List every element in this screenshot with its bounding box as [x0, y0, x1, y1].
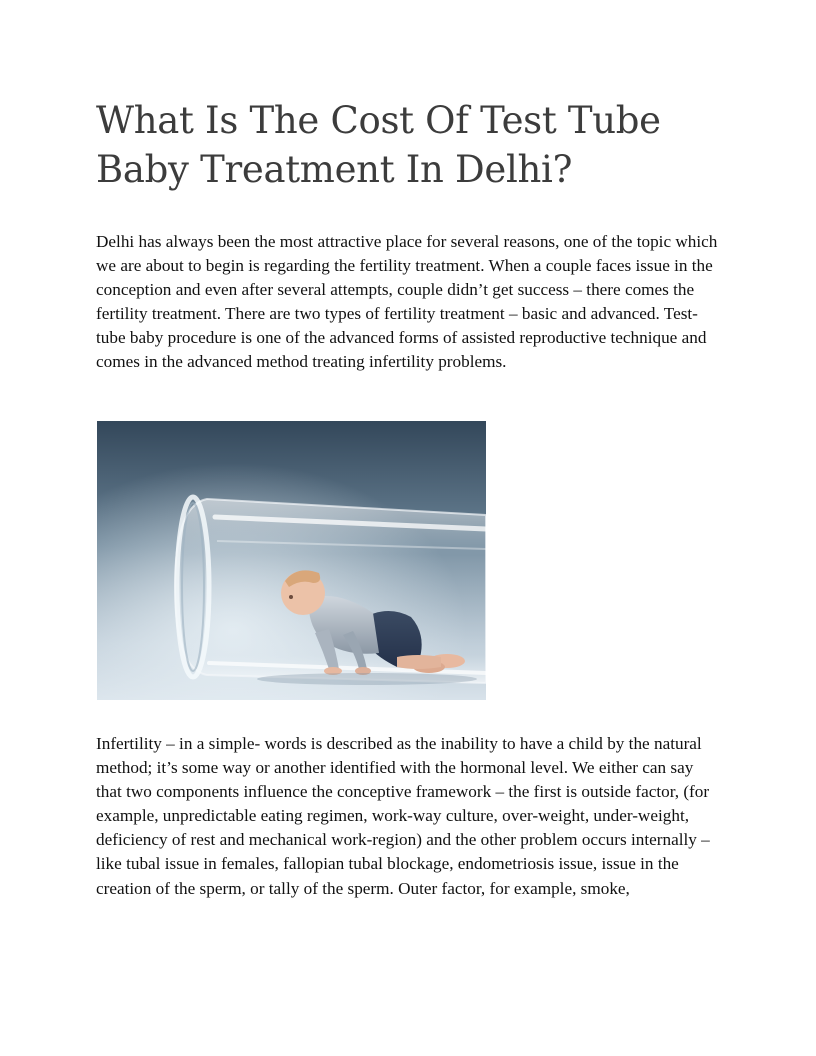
- article-title: What Is The Cost Of Test Tube Baby Treatment In Delhi?: [96, 99, 661, 191]
- test-tube-baby-image: [97, 421, 486, 700]
- intro-paragraph: Delhi has always been the most attractive place for several reasons, one of the topic which we are about to begin is regarding the fertility treatment. When a couple faces issue in the conception and even after several attempts, couple didn’t get success – there comes the fertility treatment. There are two types of fertility treatment – basic and advanced. Test-tube baby procedure is one of the advanced forms of assisted reproductive technique and comes in the advanced method treating infertility problems.: [96, 232, 718, 372]
- infertility-paragraph: Infertility – in a simple- words is described as the inability to have a child by the natural method; it’s some way or another identified with the hormonal level. We either can say that two components influence the conceptive framework – the first is outside factor, (for example, unpredictable eating regimen, work-way culture, over-weight, under-weight, deficiency of rest and mechanical work-region) and the other problem occurs internally – like tubal issue in females, fallopian tubal blockage, endometriosis issue, issue in the creation of the sperm, or tally of the sperm. Outer factor, for example, smoke,: [96, 734, 710, 898]
